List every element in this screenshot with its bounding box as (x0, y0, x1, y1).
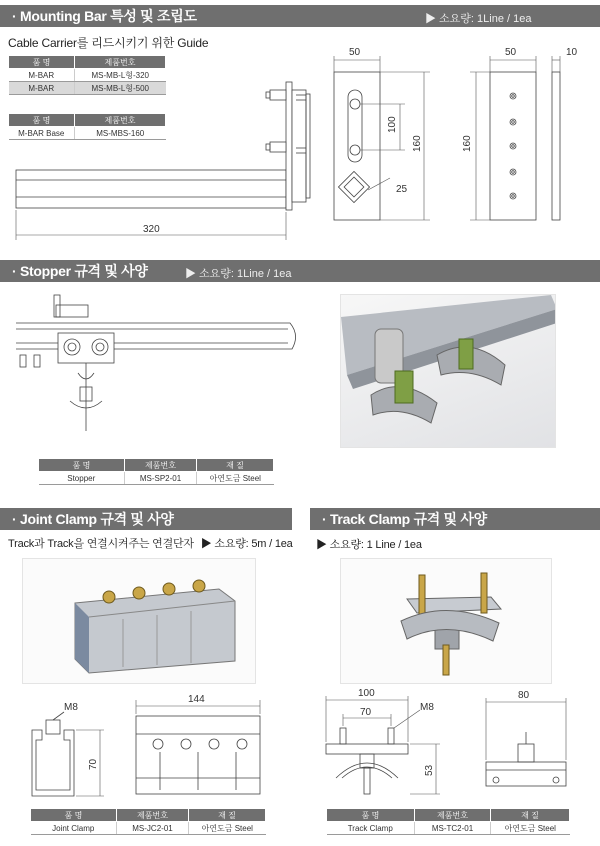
stopper-table (38, 458, 274, 485)
table-header: 재 질 (197, 459, 274, 472)
stopper-photo (340, 294, 556, 448)
joint-clamp-photo (22, 558, 256, 684)
table-cell: Joint Clamp (31, 822, 117, 835)
joint-table (30, 808, 266, 835)
dim-144: 144 (188, 694, 205, 705)
dim-70-track: 70 (360, 707, 372, 718)
joint-clamp-drawing (0, 690, 300, 810)
track-clamp-drawing (310, 688, 600, 808)
table-header: 제품번호 (117, 809, 189, 822)
table-cell: MS-JC2-01 (117, 822, 189, 835)
dim-70-joint: 70 (88, 758, 99, 770)
dim-m8-track: M8 (420, 702, 434, 713)
table-header: 제품번호 (75, 56, 166, 69)
table-cell: M-BAR (9, 69, 75, 82)
dim-100: 100 (387, 116, 398, 133)
table-cell: MS-MB-L형-500 (75, 82, 166, 95)
stopper-title: · Stopper 규격 및 사양 (12, 263, 148, 279)
table-cell: MS-MBS-160 (75, 127, 166, 140)
dim-25: 25 (396, 184, 408, 195)
stopper-section-header (0, 260, 600, 282)
table-cell: MS-TC2-01 (415, 822, 491, 835)
table-header: 재 질 (189, 809, 266, 822)
table-header: 품 명 (327, 809, 415, 822)
track-title: · Track Clamp 규격 및 사양 (322, 511, 487, 527)
mounting-qty: ▶ 소요량: 1Line / 1ea (425, 13, 532, 25)
mounting-description: Cable Carrier를 리드시키기 위한 Guide (8, 36, 209, 50)
table-header: 품 명 (31, 809, 117, 822)
dim-50b: 50 (505, 47, 517, 58)
dim-50a: 50 (349, 47, 361, 58)
table-header: 제품번호 (125, 459, 197, 472)
dim-320: 320 (143, 224, 160, 235)
joint-section-header (0, 508, 292, 530)
joint-qty: ▶ 소요량: 5m / 1ea (200, 538, 293, 550)
table-cell: Stopper (39, 472, 125, 485)
table-cell: M-BAR Base (9, 127, 75, 140)
mounting-title: · Mounting Bar 특성 및 조립도 (12, 8, 197, 24)
table-cell: M-BAR (9, 82, 75, 95)
table-cell: Track Clamp (327, 822, 415, 835)
track-section-header (310, 508, 600, 530)
track-clamp-photo (340, 558, 552, 684)
table-header: 제품번호 (75, 114, 166, 127)
track-table (326, 808, 570, 835)
table-cell: 아연도금 Steel (491, 822, 570, 835)
joint-description (8, 535, 293, 551)
joint-desc-text: Track과 Track을 연결시켜주는 연결단자 (8, 538, 194, 550)
dim-160b: 160 (462, 135, 473, 152)
track-qty: ▶ 소요량: 1 Line / 1ea (316, 539, 422, 551)
table-header: 품 명 (9, 114, 75, 127)
table-cell: 아연도금 Steel (189, 822, 266, 835)
dim-160a: 160 (412, 135, 423, 152)
table-cell: MS-MB-L형-320 (75, 69, 166, 82)
table-cell: MS-SP2-01 (125, 472, 197, 485)
table-header: 품 명 (39, 459, 125, 472)
stopper-drawing (0, 285, 320, 445)
table-header: 품 명 (9, 56, 75, 69)
table-header: 재 질 (491, 809, 570, 822)
stopper-qty: ▶ 소요량: 1Line / 1ea (185, 268, 292, 280)
dim-m8-joint: M8 (64, 702, 78, 713)
dim-53: 53 (424, 764, 435, 776)
mounting-bar-side-drawing (0, 0, 600, 260)
table-cell: 아연도금 Steel (197, 472, 274, 485)
dim-80: 80 (518, 690, 530, 701)
joint-title: · Joint Clamp 규격 및 사양 (12, 511, 174, 527)
table-header: 제품번호 (415, 809, 491, 822)
dim-10: 10 (566, 47, 578, 58)
dim-100-track: 100 (358, 688, 375, 699)
